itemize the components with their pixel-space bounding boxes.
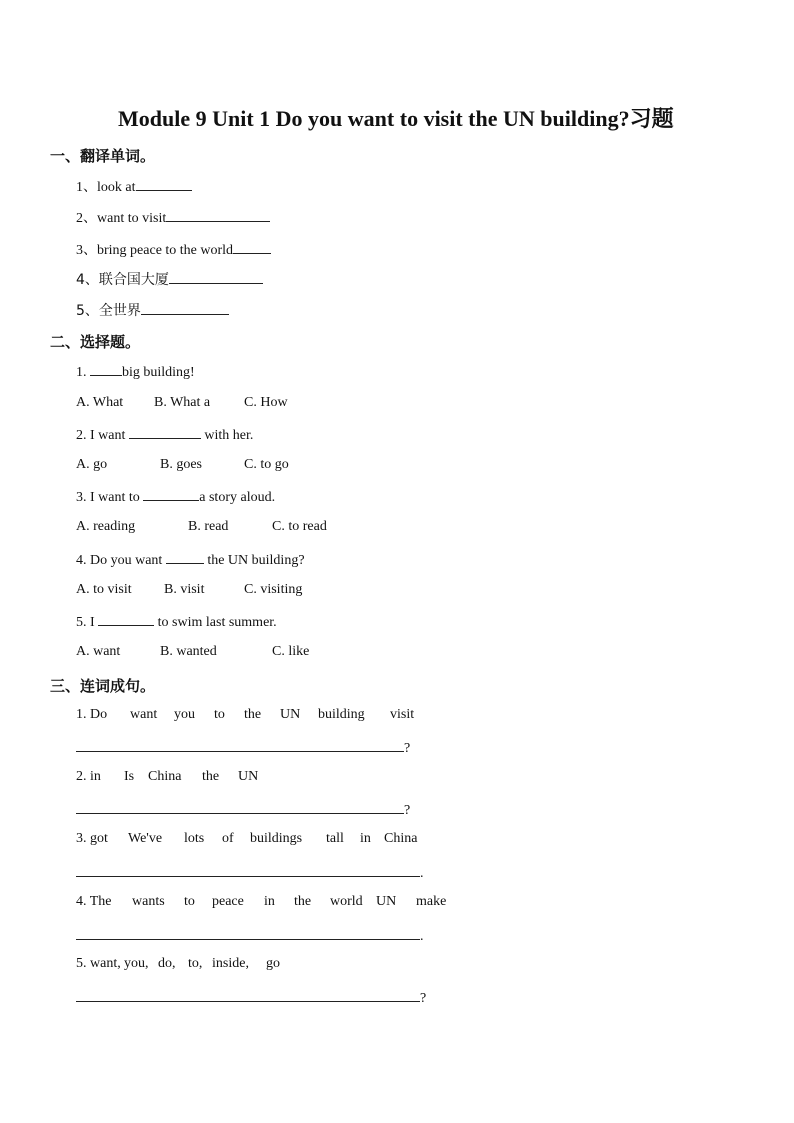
sentence-end-mark: ?: [404, 803, 411, 818]
scramble-5-answer: [76, 987, 426, 1007]
sentence-end-mark: ?: [420, 991, 427, 1006]
scramble-word: lots: [184, 831, 205, 846]
scramble-word: wants: [132, 894, 165, 909]
translate-item-3: [76, 239, 271, 259]
question-2-options: [76, 457, 289, 473]
scramble-word: 4. The: [76, 894, 112, 909]
translate-item-text: 5、全世界: [76, 303, 141, 319]
sentence-end-mark: .: [420, 929, 424, 944]
worksheet-title: Module 9 Unit 1 Do you want to visit the UN building?习题: [118, 106, 674, 131]
answer-blank[interactable]: [90, 363, 122, 376]
sentence-end-mark: ?: [404, 741, 411, 756]
question-5: [76, 613, 277, 631]
question-text: a story aloud.: [199, 490, 276, 505]
translate-item-text: 4、联合国大厦: [76, 272, 169, 288]
translate-item-text: 2、want to visit: [76, 211, 167, 226]
question-text: the UN building?: [203, 553, 305, 568]
option-b[interactable]: B. goes: [160, 457, 202, 472]
option-b[interactable]: B. wanted: [160, 644, 217, 659]
option-c[interactable]: C. visiting: [244, 582, 303, 597]
question-4: [76, 551, 305, 569]
question-text: 4. Do you want: [76, 553, 166, 568]
scramble-word: tall: [326, 831, 344, 846]
scramble-word: Is: [124, 769, 135, 784]
question-1-options: [76, 395, 288, 411]
scramble-word: in: [360, 831, 371, 846]
scramble-word: go: [266, 956, 280, 971]
scramble-word: want: [130, 707, 158, 722]
scramble-word: world: [330, 894, 363, 909]
scramble-word: the: [244, 707, 262, 722]
translate-item-text: 1、look at: [76, 180, 136, 195]
option-c[interactable]: C. like: [272, 644, 310, 659]
translate-item-4: [76, 269, 263, 289]
question-1: [76, 363, 195, 381]
question-text: 5. I: [76, 615, 99, 630]
scramble-3-words: [76, 831, 417, 847]
option-a[interactable]: A. reading: [76, 519, 136, 534]
scramble-word: UN: [238, 769, 259, 784]
answer-blank[interactable]: [98, 613, 154, 626]
question-text: 2. I want: [76, 428, 129, 443]
scramble-word: 2. in: [76, 769, 101, 784]
answer-line[interactable]: [76, 799, 404, 814]
scramble-3-answer: [76, 862, 424, 882]
scramble-word: the: [294, 894, 312, 909]
scramble-word: the: [202, 769, 220, 784]
question-text: 1.: [76, 365, 90, 380]
answer-blank[interactable]: [169, 271, 263, 284]
scramble-word: China: [384, 831, 418, 846]
scramble-word: visit: [390, 707, 415, 722]
answer-line[interactable]: [76, 987, 420, 1002]
scramble-word: We've: [128, 831, 163, 846]
scramble-2-answer: [76, 799, 410, 819]
section-1-heading: 一、翻译单词。: [50, 147, 156, 165]
scramble-word: UN: [376, 894, 397, 909]
scramble-5-words: [76, 956, 280, 972]
translate-item-1: [76, 176, 192, 196]
question-5-options: [76, 644, 309, 660]
scramble-word: of: [222, 831, 234, 846]
scramble-word: do,: [158, 956, 176, 971]
scramble-1-words: [76, 707, 414, 723]
answer-blank[interactable]: [143, 488, 199, 501]
option-b[interactable]: B. read: [188, 519, 229, 534]
answer-blank[interactable]: [233, 241, 271, 254]
scramble-2-words: [76, 769, 258, 785]
scramble-word: to: [184, 894, 195, 909]
answer-blank[interactable]: [166, 551, 204, 564]
scramble-word: 1. Do: [76, 707, 108, 722]
option-b[interactable]: B. visit: [164, 582, 205, 597]
scramble-word: peace: [212, 894, 244, 909]
scramble-word: to: [214, 707, 225, 722]
section-3-heading: 三、连词成句。: [50, 677, 156, 695]
answer-blank[interactable]: [166, 209, 270, 222]
answer-line[interactable]: [76, 862, 420, 877]
question-4-options: [76, 582, 302, 598]
question-2: [76, 426, 253, 444]
answer-blank[interactable]: [129, 426, 201, 439]
answer-line[interactable]: [76, 737, 404, 752]
scramble-word: China: [148, 769, 182, 784]
scramble-word: buildings: [250, 831, 303, 846]
answer-blank[interactable]: [136, 178, 192, 191]
option-c[interactable]: C. to go: [244, 457, 289, 472]
question-text: to swim last summer.: [154, 615, 277, 630]
translate-item-5: [76, 300, 229, 320]
question-text: 3. I want to: [76, 490, 144, 505]
scramble-word: in: [264, 894, 275, 909]
scramble-1-answer: [76, 737, 410, 757]
translate-item-text: 3、bring peace to the world: [76, 243, 234, 258]
scramble-word: inside,: [212, 956, 249, 971]
scramble-4-answer: [76, 925, 424, 945]
option-c[interactable]: C. How: [244, 395, 288, 410]
option-a[interactable]: A. What: [76, 395, 124, 410]
option-a[interactable]: A. to visit: [76, 582, 132, 597]
scramble-word: building: [318, 707, 365, 722]
scramble-word: UN: [280, 707, 301, 722]
scramble-word: you,: [124, 956, 149, 971]
question-3: [76, 488, 275, 506]
question-3-options: [76, 519, 327, 535]
translate-item-2: [76, 207, 270, 227]
scramble-4-words: [76, 894, 446, 910]
answer-blank[interactable]: [141, 302, 229, 315]
option-c[interactable]: C. to read: [272, 519, 327, 534]
option-b[interactable]: B. What a: [154, 395, 211, 410]
scramble-word: 3. got: [76, 831, 108, 846]
section-2-heading: 二、选择题。: [50, 333, 141, 351]
option-a[interactable]: A. go: [76, 457, 108, 472]
answer-line[interactable]: [76, 925, 420, 940]
question-text: big building!: [122, 365, 195, 380]
scramble-word: 5. want,: [76, 956, 121, 971]
question-text: with her.: [200, 428, 254, 443]
scramble-word: to,: [188, 956, 203, 971]
scramble-word: you: [174, 707, 195, 722]
sentence-end-mark: .: [420, 866, 424, 881]
scramble-word: make: [416, 894, 447, 909]
option-a[interactable]: A. want: [76, 644, 121, 659]
